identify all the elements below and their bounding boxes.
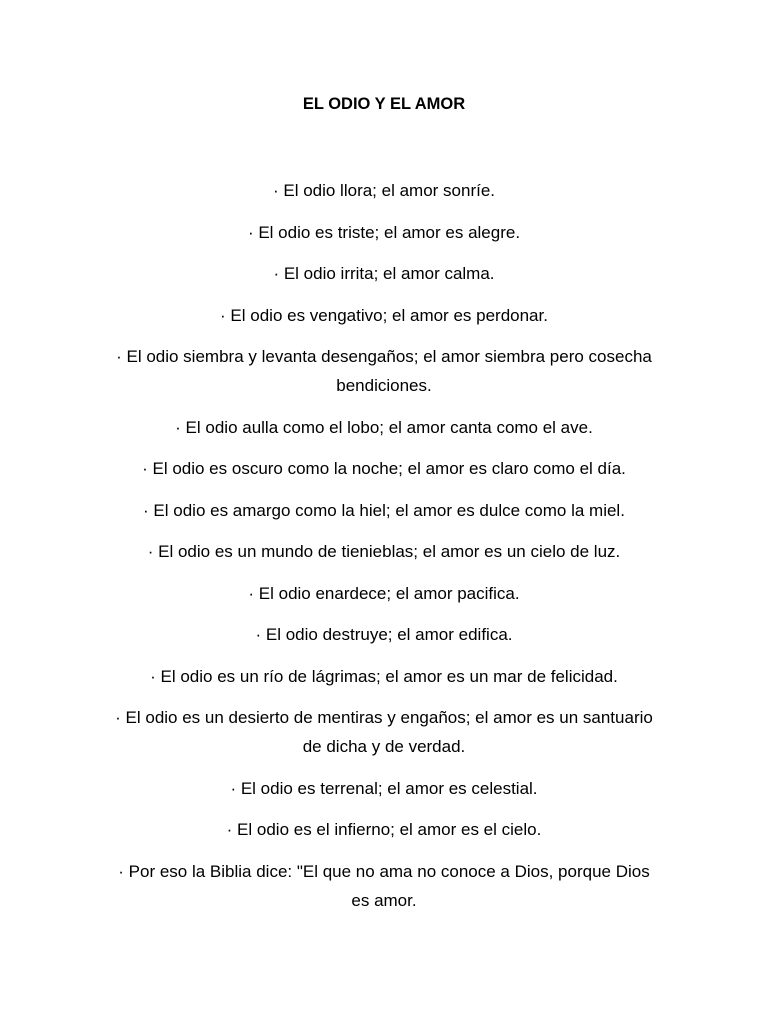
verse-line: · El odio es oscuro como la noche; el amor es claro como el día.	[142, 459, 626, 478]
verse-line: · El odio es un desierto de mentiras y engaños; el amor es un santuario de dicha y de verdad.	[115, 708, 653, 756]
verse-line: · El odio es vengativo; el amor es perdonar.	[220, 305, 548, 325]
verse-line: · El odio enardece; el amor pacifica.	[248, 583, 520, 603]
verse-line: · El odio es un mundo de tienieblas; el amor es un cielo de luz.	[147, 542, 621, 561]
verse-line: · El odio es terrenal; el amor es celestial.	[230, 778, 538, 798]
verse-line: · Por eso la Biblia dice: "El que no ama no conoce a Dios, porque Dios es amor.	[118, 861, 650, 910]
verse-line: · El odio aulla como el lobo; el amor canta como el ave.	[175, 417, 593, 437]
verse-line: · El odio es amargo como la hiel; el amor es dulce como la miel.	[143, 500, 625, 520]
verse-line: · El odio es un río de lágrimas; el amor es un mar de felicidad.	[150, 666, 618, 686]
verse-line: · El odio irrita; el amor calma.	[273, 264, 495, 283]
verse-line: · El odio es el infierno; el amor es el cielo.	[226, 820, 542, 839]
verse-line: · El odio siembra y levanta desengaños; el amor siembra pero cosecha bendiciones.	[116, 347, 652, 395]
verse-line: · El odio llora; el amor sonríe.	[272, 181, 496, 200]
document-title: EL ODIO Y EL AMOR	[302, 95, 466, 113]
verse-list	[110, 176, 658, 927]
verse-line: · El odio es triste; el amor es alegre.	[247, 222, 521, 242]
verse-line: · El odio destruye; el amor edifica.	[255, 625, 513, 644]
